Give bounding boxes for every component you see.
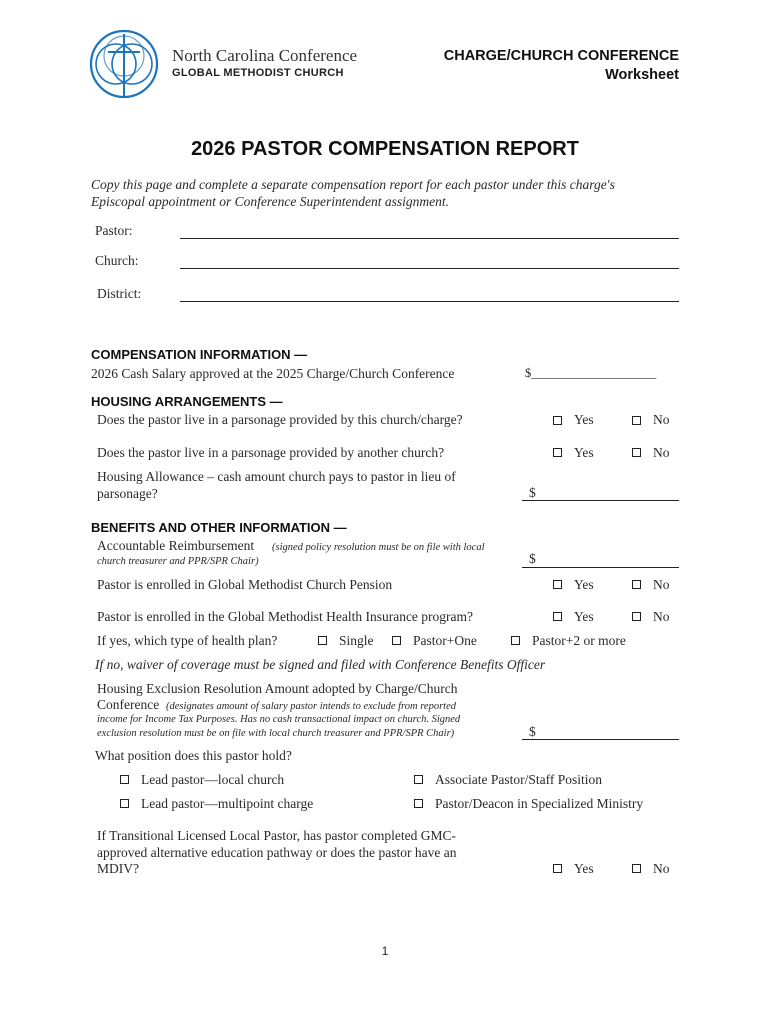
- reimbursement-field[interactable]: [522, 567, 679, 568]
- position-specialized-label: Pastor/Deacon in Specialized Ministry: [435, 796, 644, 811]
- reimbursement-note-1: (signed policy resolution must be on file with local: [272, 542, 485, 553]
- position-lead-multipoint-label: Lead pastor—multipoint charge: [141, 796, 314, 811]
- pastor-field[interactable]: [180, 238, 679, 239]
- org-subname: GLOBAL METHODIST CHURCH: [172, 67, 344, 79]
- doc-subtype: Worksheet: [605, 67, 679, 83]
- no-label: No: [653, 609, 670, 624]
- plan-pastor-one-label: Pastor+One: [413, 633, 477, 648]
- position-question: What position does this pastor hold?: [95, 748, 292, 763]
- plan-type-question: If yes, which type of health plan?: [97, 633, 278, 648]
- waiver-note: If no, waiver of coverage must be signed and filed with Conference Benefits Officer: [95, 657, 546, 672]
- health-question: Pastor is enrolled in the Global Methodist Health Insurance program?: [97, 609, 474, 624]
- pension-question: Pastor is enrolled in Global Methodist Church Pension: [97, 577, 393, 592]
- position-associate-label: Associate Pastor/Staff Position: [435, 772, 602, 787]
- position-associate-checkbox[interactable]: [414, 775, 423, 784]
- no-label: No: [653, 445, 670, 460]
- yes-label: Yes: [574, 412, 594, 427]
- church-label: Church:: [95, 253, 139, 268]
- exclusion-note-3: exclusion resolution must be on file with local church treasurer and PPR/SPR Chair): [97, 728, 455, 739]
- health-no-checkbox[interactable]: [632, 612, 641, 621]
- no-label: No: [653, 861, 670, 876]
- plan-pastor-one-checkbox[interactable]: [392, 636, 401, 645]
- parsonage-other-no-checkbox[interactable]: [632, 448, 641, 457]
- plan-single-label: Single: [339, 633, 374, 648]
- tlp-yes-checkbox[interactable]: [553, 864, 562, 873]
- no-label: No: [653, 577, 670, 592]
- yes-label: Yes: [574, 861, 594, 876]
- exclusion-label-1: Housing Exclusion Resolution Amount adopted by Charge/Church: [97, 681, 458, 696]
- district-field[interactable]: [180, 301, 679, 302]
- dollar-sign: $: [529, 485, 536, 500]
- conference-logo: [88, 28, 160, 100]
- logo-icon: [88, 28, 160, 100]
- doc-type: CHARGE/CHURCH CONFERENCE: [443, 48, 679, 64]
- yes-label: Yes: [574, 577, 594, 592]
- pension-no-checkbox[interactable]: [632, 580, 641, 589]
- parsonage-this-question: Does the pastor live in a parsonage provided by this church/charge?: [97, 412, 463, 427]
- exclusion-note-1: (designates amount of salary pastor intends to exclude from reported: [166, 701, 456, 712]
- parsonage-this-no-checkbox[interactable]: [632, 416, 641, 425]
- exclusion-note-2: income for Income Tax Purposes. Has no cash transactional impact on church. Signed: [97, 714, 461, 725]
- exclusion-field[interactable]: [522, 739, 679, 740]
- no-label: No: [653, 412, 670, 427]
- yes-label: Yes: [574, 445, 594, 460]
- housing-allowance-label-1: Housing Allowance – cash amount church pays to pastor in lieu of: [97, 469, 456, 484]
- position-lead-multipoint-checkbox[interactable]: [120, 799, 129, 808]
- tlp-question-2: approved alternative education pathway or does the pastor have an: [97, 845, 457, 860]
- yes-label: Yes: [574, 609, 594, 624]
- parsonage-other-yes-checkbox[interactable]: [553, 448, 562, 457]
- pension-yes-checkbox[interactable]: [553, 580, 562, 589]
- dollar-sign: $: [529, 551, 536, 566]
- position-lead-local-checkbox[interactable]: [120, 775, 129, 784]
- plan-pastor-two-checkbox[interactable]: [511, 636, 520, 645]
- reimbursement-note-2: church treasurer and PPR/SPR Chair): [97, 556, 259, 567]
- reimbursement-label: Accountable Reimbursement: [97, 538, 255, 553]
- housing-allowance-label-2: parsonage?: [97, 486, 158, 501]
- parsonage-this-yes-checkbox[interactable]: [553, 416, 562, 425]
- parsonage-other-question: Does the pastor live in a parsonage provided by another church?: [97, 445, 445, 460]
- dollar-sign: $: [529, 724, 536, 739]
- page-title: 2026 PASTOR COMPENSATION REPORT: [191, 138, 579, 160]
- tlp-no-checkbox[interactable]: [632, 864, 641, 873]
- exclusion-label-2: Conference: [97, 697, 160, 712]
- district-label: District:: [97, 286, 142, 301]
- benefits-heading: BENEFITS AND OTHER INFORMATION —: [91, 520, 347, 535]
- instructions-line1: Copy this page and complete a separate compensation report for each pastor under this charge's: [91, 177, 615, 192]
- health-yes-checkbox[interactable]: [553, 612, 562, 621]
- plan-single-checkbox[interactable]: [318, 636, 327, 645]
- org-name: North Carolina Conference: [172, 46, 358, 65]
- church-field[interactable]: [180, 268, 679, 269]
- compensation-heading: COMPENSATION INFORMATION —: [91, 347, 308, 362]
- plan-pastor-two-label: Pastor+2 or more: [532, 633, 626, 648]
- instructions-line2: Episcopal appointment or Conference Superintendent assignment.: [91, 194, 449, 209]
- position-specialized-checkbox[interactable]: [414, 799, 423, 808]
- position-lead-local-label: Lead pastor—local church: [141, 772, 285, 787]
- housing-heading: HOUSING ARRANGEMENTS —: [91, 394, 283, 409]
- tlp-question-3: MDIV?: [97, 861, 139, 876]
- pastor-label: Pastor:: [95, 223, 133, 238]
- tlp-question-1: If Transitional Licensed Local Pastor, has pastor completed GMC-: [97, 828, 457, 843]
- housing-allowance-field[interactable]: [522, 500, 679, 501]
- page-number: 1: [381, 944, 389, 958]
- salary-label: 2026 Cash Salary approved at the 2025 Charge/Church Conference: [91, 366, 455, 381]
- salary-field[interactable]: $____________________: [525, 366, 657, 380]
